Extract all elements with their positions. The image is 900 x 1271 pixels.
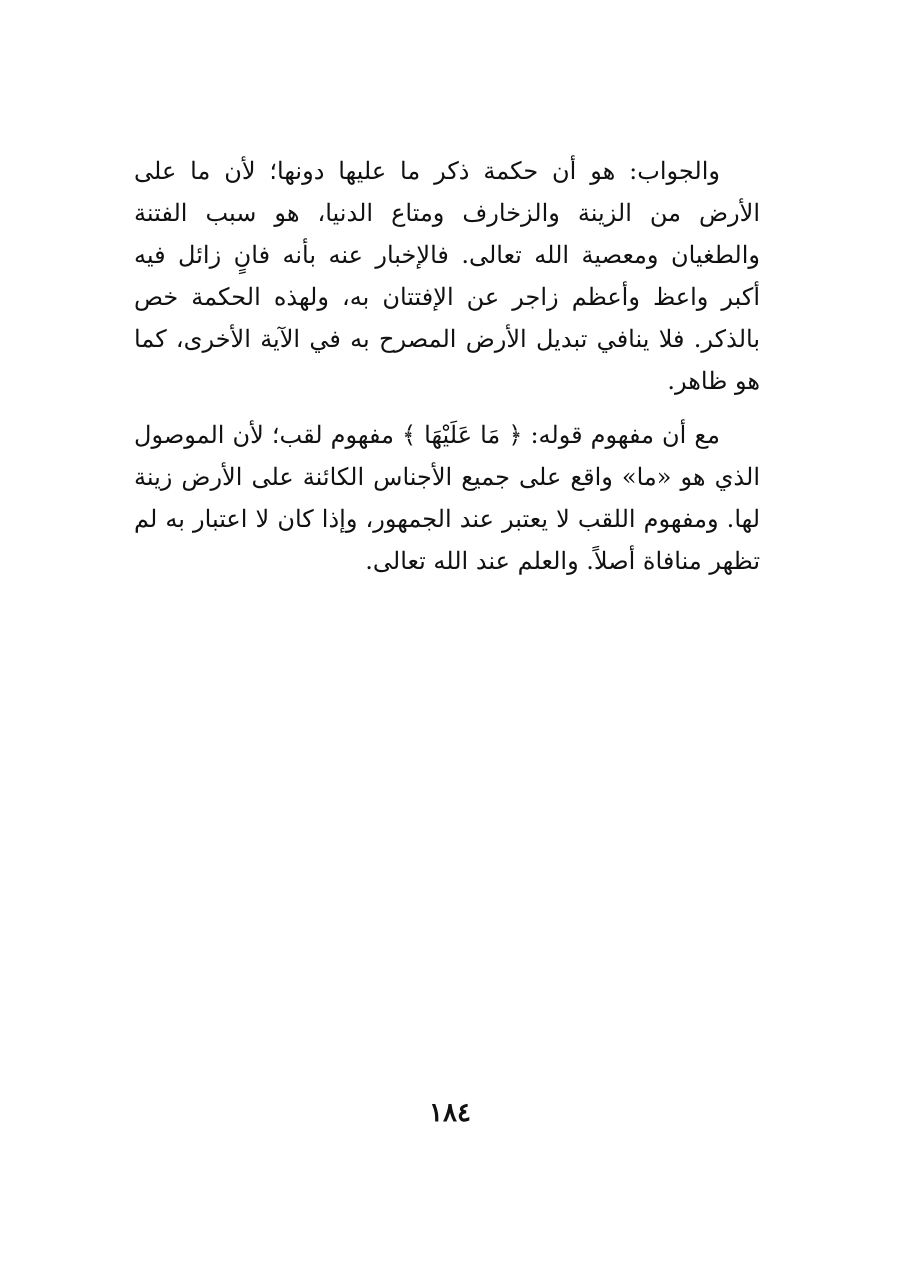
paragraph-laqab-before-quote: مع أن مفهوم قوله: bbox=[522, 421, 721, 449]
page-number: ١٨٤ bbox=[429, 1098, 471, 1128]
main-text bbox=[134, 150, 760, 582]
quran-quote: ﴿ مَا عَلَيْهَا ﴾ bbox=[402, 421, 523, 449]
paragraph-answer bbox=[134, 150, 760, 402]
paragraph-answer-text: والجواب: هو أن حكمة ذكر ما عليها دونها؛ لأن ما على الأرض من الزينة والزخارف ومتاع الدنيا، هو سبب الفتنة والطغيان ومعصية الله تعالى. فالإخبار عنه بأنه فانٍ زائل فيه أكبر واعظ وأعظم زاجر عن الإفتتان به، ولهذه الحكمة خص بالذكر. فلا ينافي تبديل الأرض المصرح به في الآية الأخرى، كما هو ظاهر. bbox=[134, 157, 761, 395]
paragraph-laqab-after-quote: مفهوم لقب؛ لأن الموصول الذي هو «ما» واقع على جميع الأجناس الكائنة على الأرض زينة لها. ومفهوم اللقب لا يعتبر عند الجمهور، وإذا كان لا اعتبار به لم تظهر منافاة أصلاً. والعلم عند الله تعالى. bbox=[134, 421, 760, 575]
paragraph-laqab bbox=[134, 414, 760, 582]
